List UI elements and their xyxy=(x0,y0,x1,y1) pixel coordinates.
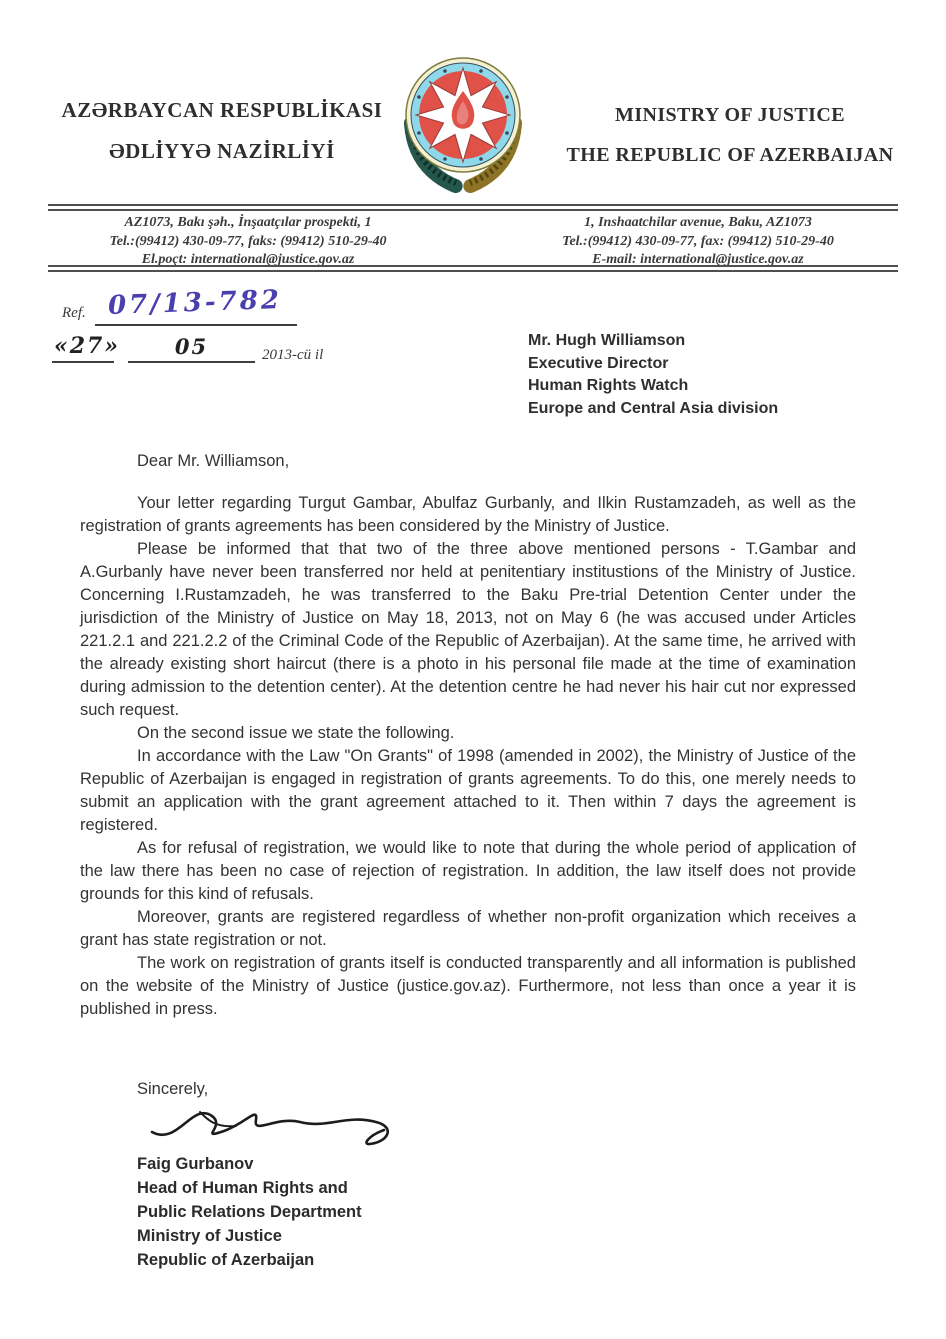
org-name-en-line2: THE REPUBLIC OF AZERBAIJAN xyxy=(566,144,894,166)
contact-info-english xyxy=(486,214,910,270)
date-day-underline xyxy=(52,361,114,363)
addressee-org: Human Rights Watch xyxy=(528,377,689,394)
date-month-handwritten: 05 xyxy=(174,334,209,359)
signature-stroke xyxy=(152,1113,388,1144)
signer-title-2: Public Relations Department xyxy=(137,1203,362,1221)
org-name-en-line1: MINISTRY OF JUSTICE xyxy=(615,104,845,126)
addressee-name: Mr. Hugh Williamson xyxy=(528,332,686,349)
contact-az-email: El.poçt: international@justice.gov.az xyxy=(141,252,355,267)
contact-en-address: 1, Inshaatchilar avenue, Baku, AZ1073 xyxy=(584,215,812,230)
paragraph-6: Moreover, grants are registered regardless of whether non-profit organization which receives a grant has state registration or not. xyxy=(80,908,856,949)
signer-org: Ministry of Justice xyxy=(137,1227,282,1245)
org-name-az-line1: AZƏRBAYCAN RESPUBLİKASI xyxy=(61,98,383,122)
letter-body xyxy=(80,492,856,1021)
signer-block xyxy=(137,1152,362,1272)
salutation: Dear Mr. Williamson, xyxy=(137,452,290,470)
divider-top xyxy=(48,204,898,211)
divider-bottom xyxy=(48,265,898,272)
contact-info-azerbaijani xyxy=(52,214,444,270)
paragraph-4: In accordance with the Law "On Grants" of 1998 (amended in 2002), the Ministry of Justice of the Republic of Azerbaijan is engaged in registration of grants agreements. To do this, one merely needs to submit an application with the grant agreement attached to it. Then within 7 days the agreement is registered. xyxy=(80,747,856,834)
addressee-block xyxy=(528,330,778,420)
paragraph-5: As for refusal of registration, we would like to note that during the whole period of application of the law there has been no case of rejection of registration. In addition, the law itself does not provide grounds for this kind of refusals. xyxy=(80,839,856,903)
addressee-title: Executive Director xyxy=(528,354,669,372)
contact-az-address: AZ1073, Bakı şəh., İnşaatçılar prospekti, 1 xyxy=(124,215,372,230)
ref-underline xyxy=(95,324,297,326)
addressee-division: Europe and Central Asia division xyxy=(528,399,779,417)
closing-sincerely: Sincerely, xyxy=(137,1080,209,1098)
signer-country: Republic of Azerbaijan xyxy=(137,1251,315,1269)
signer-title-1: Head of Human Rights and xyxy=(137,1179,348,1197)
contact-az-phone: Tel.:(99412) 430-09-77, faks: (99412) 510-29-40 xyxy=(109,233,387,249)
date-month-underline xyxy=(128,361,255,363)
date-day-handwritten: «27» xyxy=(53,333,121,359)
org-name-az-line2: ƏDLİYYƏ NAZİRLİYİ xyxy=(109,139,335,163)
azerbaijan-coat-of-arms-icon xyxy=(398,55,528,195)
paragraph-3: On the second issue we state the following. xyxy=(137,724,455,742)
date-year-printed: 2013-cü il xyxy=(262,347,324,363)
handwritten-signature-icon xyxy=(140,1088,410,1155)
paragraph-7: The work on registration of grants itself is conducted transparently and all information is published on the website of the Ministry of Justice (justice.gov.az). Furthermore, not less than once a year it is published in press. xyxy=(80,954,856,1018)
paragraph-2: Please be informed that that two of the three above mentioned persons - T.Gambar and A.Gurbanly have never been transferred nor held at penitentiary institustions of the Ministry of Justice. Concerning I.Rustamzadeh, he was transferred to the Baku Pre-trial Detention Center under the jurisdiction of the Ministry of Justice on May 18, 2013, not on May 6 (he was accused under Articles 221.2.1 and 221.2.2 of the Criminal Code of the Republic of Azerbaijan). At the same time, he arrived with the already existing short haircut (there is a photo in his personal file made at the time of examination during admission to the detention center). At the detention centre he had never his hair cut nor expressed such request. xyxy=(80,540,856,719)
contact-en-email: E-mail: international@justice.gov.az xyxy=(592,252,804,267)
ref-label: Ref. xyxy=(62,305,86,321)
signer-name: Faig Gurbanov xyxy=(137,1155,254,1173)
org-name-azerbaijani xyxy=(44,90,400,172)
contact-en-phone: Tel.:(99412) 430-09-77, fax: (99412) 510-29-40 xyxy=(562,233,834,249)
paragraph-1: Your letter regarding Turgut Gambar, Abulfaz Gurbanly, and Ilkin Rustamzadeh, as well as the registration of grants agreements has been considered by the Ministry of Justice. xyxy=(80,494,856,535)
org-name-english xyxy=(522,95,938,175)
ref-number-handwritten: 07/13-782 xyxy=(107,284,283,322)
